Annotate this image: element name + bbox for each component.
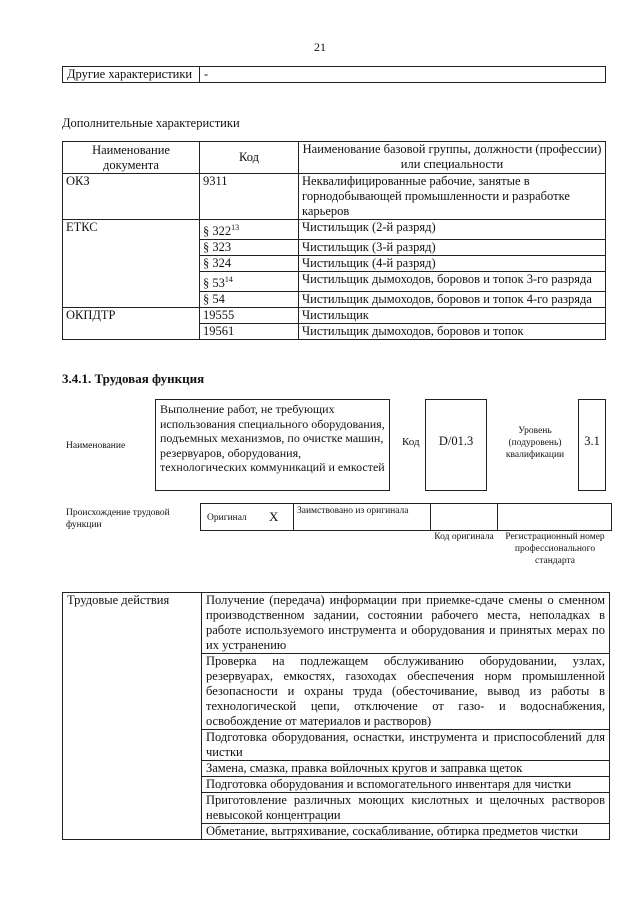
labor-action-item: Подготовка оборудования и вспомогательного инвентаря для чистки	[202, 777, 610, 793]
other-characteristics-label: Другие характеристики	[63, 67, 200, 83]
okpdtr-code: 19555	[200, 308, 299, 324]
header-code: Код	[200, 142, 299, 174]
table-row	[63, 220, 606, 240]
function-code-value: D/01.3	[438, 434, 474, 448]
etks-doc: ЕТКС	[63, 220, 200, 308]
okz-doc: ОКЗ	[63, 174, 200, 220]
okpdtr-name: Чистильщик дымоходов, боровов и топок	[299, 324, 606, 340]
etks-code: § $53^{14}$	[200, 272, 299, 292]
table-row	[63, 593, 610, 654]
etks-code: § 323	[200, 240, 299, 256]
function-name-box	[155, 399, 390, 491]
origin-original-cell	[201, 504, 294, 530]
origin-box	[200, 503, 612, 531]
labor-action-item: Подготовка оборудования, оснастки, инструмента и приспособлений для чистки	[202, 730, 610, 761]
labor-action-item: Получение (передача) информации при приемке-сдаче смены о сменном производственном задании, состоянии рабочего места, неполадках в работе используемого инструмента и оборудования и принятых мерах по их устранению	[202, 593, 610, 654]
okpdtr-code: 19561	[200, 324, 299, 340]
other-characteristics-value: -	[200, 67, 606, 83]
etks-name: Чистильщик дымоходов, боровов и топок 3-го разряда	[299, 272, 606, 292]
etks-name: Чистильщик дымоходов, боровов и топок 4-го разряда	[299, 292, 606, 308]
additional-heading: Дополнительные характеристики	[62, 116, 240, 130]
labor-actions-table	[62, 592, 610, 840]
etks-name: Чистильщик (2-й разряд)	[299, 220, 606, 240]
okz-name: Неквалифицированные рабочие, занятые в горнодобывающей промышленности и разработке карьеров	[299, 174, 606, 220]
function-level-value: 3.1	[584, 434, 600, 448]
header-group-name: Наименование базовой группы, должности (профессии) или специальности	[299, 142, 606, 174]
origin-divider	[497, 504, 498, 530]
section-title: 3.4.1. Трудовая функция	[62, 371, 205, 386]
function-code-label: Код	[402, 436, 420, 448]
okz-code: 9311	[200, 174, 299, 220]
etks-code: § 54	[200, 292, 299, 308]
labor-actions-label: Трудовые действия	[63, 593, 202, 840]
origin-divider	[430, 504, 431, 530]
header-document: Наименование документа	[63, 142, 200, 174]
labor-action-item: Приготовление различных моющих кислотных и щелочных растворов невысокой концентрации	[202, 793, 610, 824]
labor-action-item: Обметание, вытряхивание, соскабливание, обтирка предметов чистки	[202, 824, 610, 840]
origin-reg-caption: Регистрационный номер профессионального стандарта	[505, 532, 605, 566]
page-number: 21	[314, 40, 326, 54]
etks-name: Чистильщик (3-й разряд)	[299, 240, 606, 256]
etks-name: Чистильщик (4-й разряд)	[299, 256, 606, 272]
okpdtr-doc: ОКПДТР	[63, 308, 200, 340]
function-code-box	[425, 399, 487, 491]
function-level-box	[578, 399, 606, 491]
labor-action-item: Проверка на подлежащем обслуживанию оборудовании, узлах, резервуарах, емкостях, газоходах обеспечения норм промышленной безопасности и охраны труда (обесточивание, вывод из работы в технологической цепи, отключение от газо- и водоснабжения, освобождение от материалов и растворов)	[202, 654, 610, 730]
function-name-value: Выполнение работ, не требующих использования специального оборудования, подъемных механизмов, по очистке машин, резервуаров, оборудования, технологических коммуникаций и емкостей	[160, 402, 385, 474]
okpdtr-name: Чистильщик	[299, 308, 606, 324]
origin-borrowed: Заимствовано из оригинала	[297, 506, 409, 516]
etks-code: § $322^{13}$	[200, 220, 299, 240]
etks-code: § 324	[200, 256, 299, 272]
labor-action-item: Замена, смазка, правка войлочных кругов и заправка щеток	[202, 761, 610, 777]
function-name-label: Наименование	[66, 441, 126, 451]
table-row	[63, 174, 606, 220]
function-level-label: Уровень (подуровень) квалификации	[505, 426, 565, 460]
origin-label: Происхождение трудовой функции	[66, 508, 170, 530]
origin-code-caption: Код оригинала	[434, 532, 494, 542]
origin-original: Оригинал	[207, 513, 247, 523]
table-row	[63, 308, 606, 324]
other-characteristics-table	[62, 66, 606, 83]
origin-mark: X	[269, 509, 279, 524]
additional-characteristics-table	[62, 141, 606, 340]
